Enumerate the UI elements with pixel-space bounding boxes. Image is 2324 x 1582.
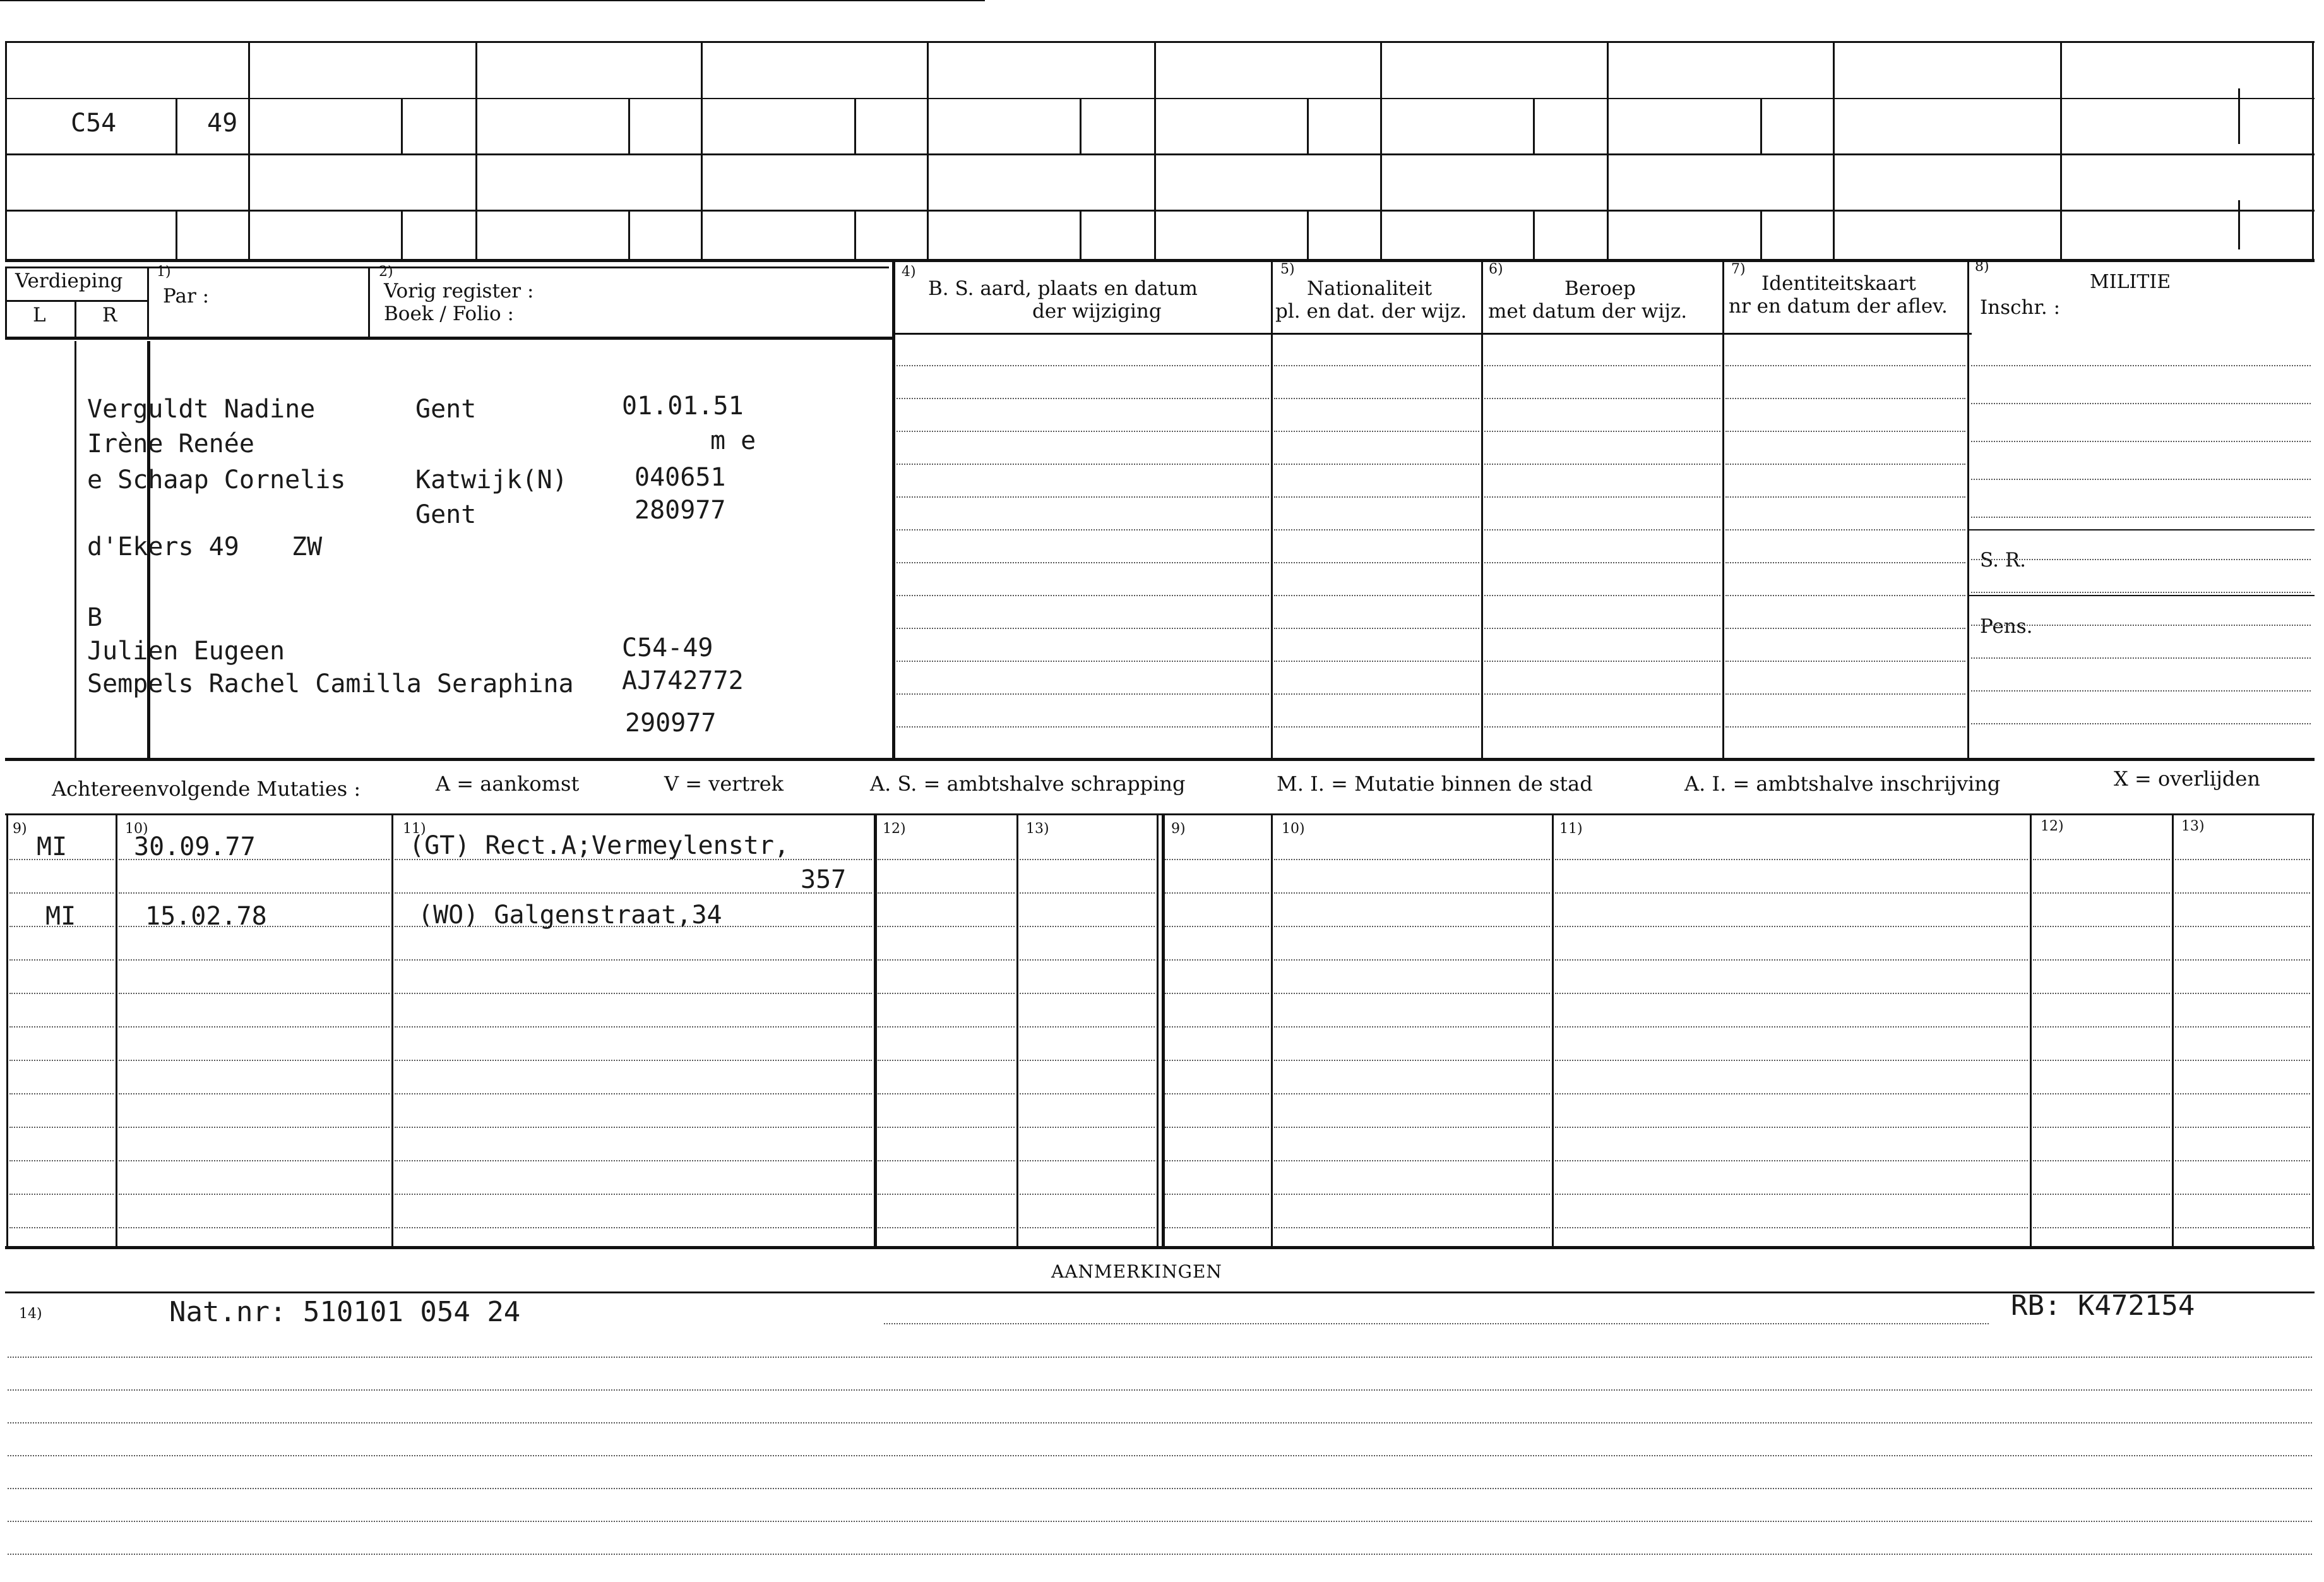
ruling-line [2175, 1093, 2310, 1094]
ruling-line [897, 398, 1269, 399]
col6-label-2: met datum der wijz. [1488, 300, 1688, 323]
ruling-line [119, 1194, 390, 1195]
mutation-2-address: (WO) Galgenstraat,34 [418, 901, 722, 930]
ruling-line [878, 926, 1015, 927]
ruling-line [9, 1194, 114, 1195]
ruling-line [878, 859, 1015, 860]
ruling-line [1165, 892, 1269, 894]
ruling-line [878, 1026, 1015, 1028]
ruling-line [1020, 1060, 1155, 1061]
person-name-line1: Verguldt Nadine [87, 395, 316, 424]
ruling-line [2033, 1127, 2170, 1128]
col7-label-1: Identiteitskaart [1761, 272, 1916, 295]
ruling-line [1971, 517, 2311, 518]
ruling-line [1971, 365, 2311, 366]
ruling-line [119, 1060, 390, 1061]
ruling-line [897, 562, 1269, 563]
ruling-line [395, 1194, 872, 1195]
ruling-line [1020, 1227, 1155, 1228]
ruling-line [1725, 496, 1965, 498]
ruling-line [2033, 926, 2170, 927]
ruling-line [2175, 892, 2310, 894]
ruling-line [1274, 1127, 1550, 1128]
ruling-line [2175, 959, 2310, 961]
ruling-line [1725, 693, 1965, 695]
ruling-line [897, 431, 1269, 432]
ruling-line [2033, 1060, 2170, 1061]
ruling-line [1274, 926, 1550, 927]
ruling-line [1274, 496, 1479, 498]
birth-place: Gent [415, 395, 477, 424]
ruling-line [1274, 959, 1550, 961]
ruling-line [1165, 1194, 1269, 1195]
ruling-line [395, 959, 872, 961]
ruling-line [1274, 628, 1479, 629]
ruling-line [119, 993, 390, 994]
ruling-line [1274, 1093, 1550, 1094]
ruling-line [1971, 403, 2311, 404]
ruling-line [1020, 1026, 1155, 1028]
col5-number: 5) [1280, 261, 1295, 277]
ruling-line [1274, 398, 1479, 399]
ruling-line [1274, 562, 1479, 563]
ruling-line [1274, 892, 1550, 894]
marriage-place: Katwijk(N) [415, 465, 568, 494]
person-name-line2: Irène Renée [87, 429, 254, 458]
ruling-line [1274, 529, 1479, 530]
ruling-line [395, 1093, 872, 1094]
ruling-line [1725, 365, 1965, 366]
ruling-line [1725, 595, 1965, 596]
ruling-line [2033, 1227, 2170, 1228]
ruling-line [878, 1093, 1015, 1094]
legend-as: A. S. = ambtshalve schrapping [870, 772, 1186, 796]
ruling-line [1484, 464, 1720, 465]
col2-label-1: Vorig register : [384, 280, 534, 303]
legend-a: A = aankomst [436, 772, 580, 796]
ruling-line [1555, 1026, 2028, 1028]
ruling-line [1274, 1026, 1550, 1028]
ruling-line [1555, 1227, 2028, 1228]
ruling-line [9, 892, 114, 894]
ruling-line [897, 628, 1269, 629]
ruling-line [1165, 1026, 1269, 1028]
mut-col13: 13) [1026, 821, 1049, 837]
ruling-line [1020, 892, 1155, 894]
col4-label-2: der wijziging [1032, 300, 1162, 323]
ruling-line [1971, 479, 2311, 480]
ruling-line [1165, 859, 1269, 860]
militie-inschr-label: Inschr. : [1980, 296, 2061, 319]
ruling-line [1020, 1160, 1155, 1161]
ruling-line [1555, 993, 2028, 994]
mut-col10b: 10) [1282, 821, 1305, 837]
ruling-line [395, 1127, 872, 1128]
person-spouse: e Schaap Cornelis [87, 465, 346, 494]
ruling-line [1971, 723, 2311, 724]
ruling-line [1165, 1160, 1269, 1161]
mut-col11b: 11) [1559, 821, 1583, 837]
ruling-line [8, 1488, 2312, 1489]
ruling-line [1020, 1127, 1155, 1128]
ruling-line [1165, 1127, 1269, 1128]
militie-pens-label: Pens. [1980, 615, 2033, 638]
ruling-line [1165, 993, 1269, 994]
person-address: d'Ekers 49 [87, 532, 239, 561]
ruling-line [1484, 496, 1720, 498]
reference-date: 290977 [625, 709, 717, 738]
ruling-line [9, 1227, 114, 1228]
ruling-line [1274, 595, 1479, 596]
ruling-line [1484, 595, 1720, 596]
ruling-line [9, 1160, 114, 1161]
ruling-line [897, 595, 1269, 596]
ruling-line [2175, 859, 2310, 860]
reference-number: AJ742772 [622, 666, 744, 695]
person-father: Julien Eugeen [87, 637, 285, 666]
ruling-line [1555, 1060, 2028, 1061]
left-label: L [33, 304, 46, 327]
ruling-line [1555, 859, 2028, 860]
legend-ai: A. I. = ambtshalve inschrijving [1684, 772, 2001, 796]
mutation-1-type: MI [37, 832, 68, 861]
ruling-line [1165, 1060, 1269, 1061]
ruling-line [2033, 1160, 2170, 1161]
person-letter: B [87, 603, 103, 632]
ruling-line [1555, 959, 2028, 961]
col6-number: 6) [1489, 261, 1503, 277]
ruling-line [9, 1060, 114, 1061]
mut-col12b: 12) [2041, 818, 2064, 834]
ruling-line [1020, 993, 1155, 994]
ruling-line [2175, 926, 2310, 927]
col2-number: 2) [379, 264, 393, 280]
remarks-number: 14) [19, 1306, 42, 1322]
ruling-line [1020, 1194, 1155, 1195]
verdieping-label: Verdieping [15, 270, 123, 292]
ruling-line [1484, 562, 1720, 563]
ruling-line [2175, 1127, 2310, 1128]
ruling-line [1555, 892, 2028, 894]
ruling-line [1274, 1160, 1550, 1161]
mut-col9: 9) [13, 821, 27, 837]
ruling-line [2175, 1227, 2310, 1228]
ruling-line [878, 1194, 1015, 1195]
ruling-line [1971, 625, 2311, 626]
ruling-line [2033, 959, 2170, 961]
ruling-line [395, 1060, 872, 1061]
ruling-line [1274, 431, 1479, 432]
ruling-line [1274, 726, 1479, 728]
col5-label-1: Nationaliteit [1307, 277, 1433, 300]
ruling-line [1971, 657, 2311, 659]
ruling-line [1274, 859, 1550, 860]
ruling-line [1725, 628, 1965, 629]
ruling-line [119, 1026, 390, 1028]
ruling-line [1274, 464, 1479, 465]
ruling-line [1165, 959, 1269, 961]
ruling-line [1484, 693, 1720, 695]
national-number: Nat.nr: 510101 054 24 [169, 1296, 521, 1328]
ruling-line [1484, 661, 1720, 662]
ruling-line [119, 1127, 390, 1128]
ruling-line [897, 661, 1269, 662]
ruling-line [897, 464, 1269, 465]
ruling-line [878, 959, 1015, 961]
marriage-date: 040651 [635, 463, 726, 492]
ruling-line [897, 496, 1269, 498]
col6-label-1: Beroep [1564, 277, 1636, 300]
ruling-line [1555, 1093, 2028, 1094]
mutation-1-address2: 357 [801, 865, 847, 894]
ruling-line [1971, 592, 2311, 593]
ruling-line [9, 1093, 114, 1094]
ruling-line [1274, 1060, 1550, 1061]
ruling-line [8, 1422, 2312, 1423]
ruling-line [1274, 365, 1479, 366]
legend-title: Achtereenvolgende Mutaties : [52, 777, 361, 801]
ruling-line [2175, 1026, 2310, 1028]
ruling-line [1555, 1194, 2028, 1195]
ruling-line [2033, 1093, 2170, 1094]
person-address-code: ZW [292, 532, 323, 561]
right-label: R [102, 304, 117, 327]
ruling-line [8, 1521, 2312, 1522]
mut-col12: 12) [883, 821, 906, 837]
ruling-line [119, 1227, 390, 1228]
birth-date: 01.01.51 [622, 392, 744, 421]
ruling-line [9, 1127, 114, 1128]
ruling-line [9, 959, 114, 961]
ruling-line [8, 1389, 2312, 1391]
col2-label-2: Boek / Folio : [384, 303, 514, 325]
ruling-line [2033, 993, 2170, 994]
mutation-2-type: MI [45, 902, 76, 931]
ruling-line [1725, 398, 1965, 399]
ruling-line [2175, 993, 2310, 994]
ruling-line [897, 726, 1269, 728]
ruling-line [2033, 859, 2170, 860]
ruling-line [1274, 993, 1550, 994]
ruling-line [1274, 1227, 1550, 1228]
ruling-line [9, 1026, 114, 1028]
ruling-line [8, 1554, 2312, 1555]
ruling-line [878, 993, 1015, 994]
ruling-line [878, 892, 1015, 894]
ruling-line [2033, 1194, 2170, 1195]
mut-col10: 10) [125, 821, 148, 837]
col5-label-2: pl. en dat. der wijz. [1275, 300, 1467, 323]
mut-col9b: 9) [1171, 821, 1186, 837]
legend-mi: M. I. = Mutatie binnen de stad [1277, 772, 1593, 796]
ruling-line [1484, 398, 1720, 399]
birth-note: m e [710, 426, 756, 455]
ruling-line [1274, 693, 1479, 695]
ruling-line [1725, 726, 1965, 728]
mutation-1-address: (GT) Rect.A;Vermeylenstr, [409, 831, 790, 860]
col4-label-1: B. S. aard, plaats en datum [928, 277, 1198, 300]
ruling-line [1971, 441, 2311, 442]
ruling-line [2175, 1160, 2310, 1161]
ruling-line [395, 1227, 872, 1228]
ruling-line [395, 993, 872, 994]
mut-col11: 11) [403, 821, 426, 837]
ruling-line [1484, 628, 1720, 629]
ruling-line [1165, 926, 1269, 927]
col8-number: 8) [1975, 259, 1989, 275]
register-place: Gent [415, 500, 477, 529]
ruling-line [1555, 1160, 2028, 1161]
ruling-line [2175, 1060, 2310, 1061]
ruling-line [2033, 1026, 2170, 1028]
ruling-line [1274, 661, 1479, 662]
mutation-2-date: 15.02.78 [145, 902, 267, 931]
register-date: 280977 [635, 496, 726, 525]
legend-v: V = vertrek [664, 772, 784, 796]
ruling-line [1020, 926, 1155, 927]
ruling-line [395, 1160, 872, 1161]
ruling-line [1555, 1127, 2028, 1128]
ruling-line [2033, 892, 2170, 894]
ruling-line [119, 959, 390, 961]
ruling-line [119, 892, 390, 894]
ruling-line [1484, 365, 1720, 366]
ruling-line [897, 365, 1269, 366]
col1-label: Par : [163, 285, 210, 308]
ruling-line [1484, 529, 1720, 530]
ruling-line [878, 1227, 1015, 1228]
ruling-line [878, 1127, 1015, 1128]
ruling-line [1725, 661, 1965, 662]
militie-sr-label: S. R. [1980, 549, 2027, 572]
ruling-line [2175, 1194, 2310, 1195]
col7-label-2: nr en datum der aflev. [1729, 295, 1948, 318]
col7-number: 7) [1731, 261, 1746, 277]
ruling-line [1165, 1227, 1269, 1228]
ruling-line [1274, 1194, 1550, 1195]
ruling-line [395, 1026, 872, 1028]
ruling-line [878, 1160, 1015, 1161]
militie-title: MILITIE [2090, 271, 2171, 293]
col1-number: 1) [157, 264, 171, 280]
ruling-line [1725, 431, 1965, 432]
ruling-line [119, 1160, 390, 1161]
legend-x: X = overlijden [2114, 767, 2260, 791]
ruling-line [1725, 562, 1965, 563]
header-folio: 49 [207, 109, 238, 138]
ruling-line [897, 529, 1269, 530]
ruling-line [1020, 1093, 1155, 1094]
mut-col13b: 13) [2181, 818, 2205, 834]
ruling-line [9, 993, 114, 994]
ruling-line [1725, 529, 1965, 530]
ruling-line [1165, 1093, 1269, 1094]
remarks-title: AANMERKINGEN [1051, 1261, 1222, 1282]
ruling-line [884, 1323, 1989, 1324]
ruling-line [119, 1093, 390, 1094]
reference-code: C54-49 [622, 633, 713, 662]
ruling-line [1555, 926, 2028, 927]
ruling-line [8, 1357, 2312, 1358]
ruling-line [1484, 431, 1720, 432]
ruling-line [8, 1455, 2312, 1456]
ruling-line [1725, 464, 1965, 465]
ruling-line [1020, 959, 1155, 961]
ruling-line [1484, 726, 1720, 728]
header-code: C54 [71, 109, 117, 138]
ruling-line [1020, 859, 1155, 860]
mutation-1-date: 30.09.77 [134, 832, 256, 861]
ruling-line [878, 1060, 1015, 1061]
col4-number: 4) [902, 264, 916, 280]
ruling-line [897, 693, 1269, 695]
rb-number: RB: K472154 [2011, 1290, 2195, 1322]
person-mother: Sempels Rachel Camilla Seraphina [87, 669, 574, 698]
ruling-line [1971, 690, 2311, 692]
ruling-line [1971, 559, 2311, 560]
